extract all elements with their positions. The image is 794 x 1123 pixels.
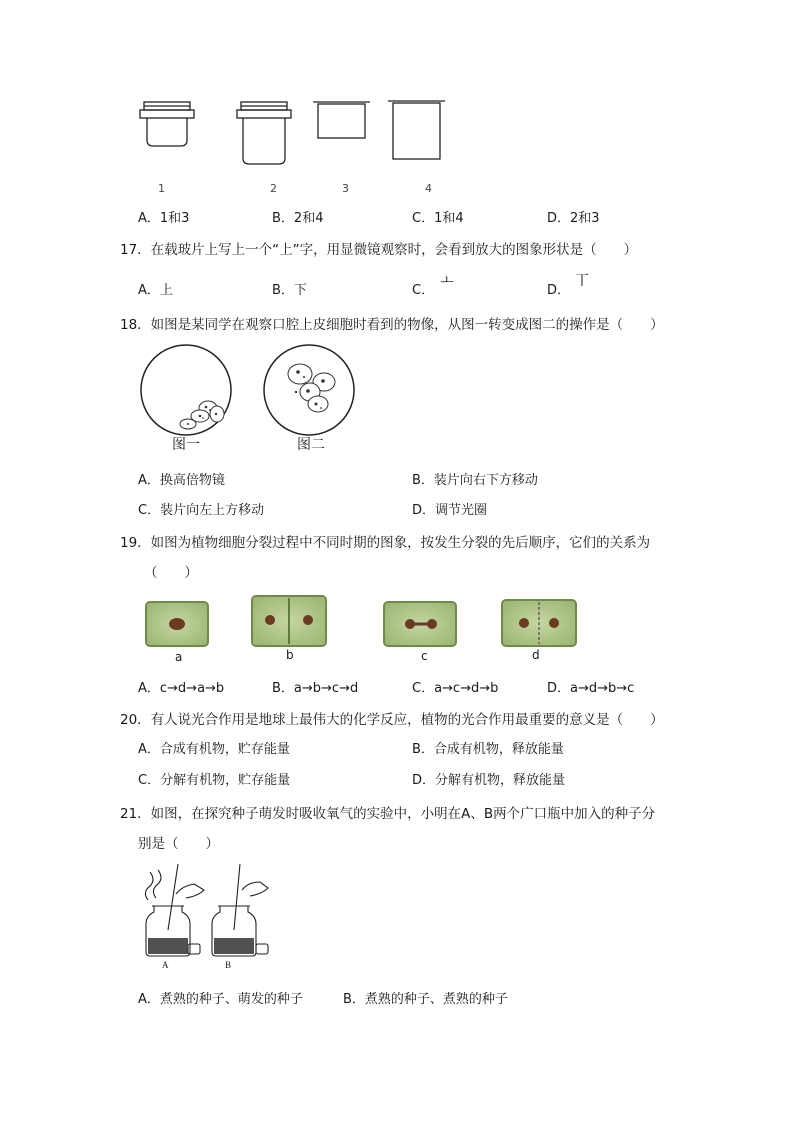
q17-option-b[interactable]: B．下 (272, 283, 307, 298)
q20-option-a[interactable]: A．合成有机物，贮存能量 (138, 742, 290, 757)
lens-1 (140, 102, 194, 146)
lens-label-4: 4 (425, 182, 432, 195)
cell-c (384, 602, 456, 646)
microscope-view-figure (138, 344, 368, 436)
cell-b (252, 596, 326, 646)
q16-option-b[interactable]: B．2和4 (272, 211, 324, 226)
objective-lens-figure (130, 96, 460, 196)
q16-option-d[interactable]: D．2和3 (547, 211, 600, 226)
view-two (264, 345, 354, 435)
q21-option-b[interactable]: B．煮熟的种子、煮熟的种子 (343, 992, 508, 1007)
q18-stem: 18．如图是某同学在观察口腔上皮细胞时看到的物像，从图一转变成图二的操作是（ ） (120, 317, 664, 333)
q19-option-d[interactable]: D．a→d→b→c (547, 681, 635, 696)
q19-option-a[interactable]: A．c→d→a→b (138, 681, 225, 696)
q20-stem: 20．有人说光合作用是地球上最伟大的化学反应，植物的光合作用最重要的意义是（ ） (120, 712, 664, 728)
figure-one-label: 图一 (172, 437, 200, 453)
lens-2 (237, 102, 291, 164)
cell-a (146, 602, 208, 646)
q16-option-a[interactable]: A．1和3 (138, 211, 190, 226)
q17-option-a[interactable]: A．上 (138, 283, 173, 298)
q19-stem-bracket: （ ） (144, 565, 198, 581)
q20-option-d[interactable]: D．分解有机物，释放能量 (412, 773, 566, 788)
cell-label-d: d (532, 648, 540, 662)
q19-option-c[interactable]: C．a→c→d→b (412, 681, 499, 696)
q18-option-d[interactable]: D．调节光圈 (412, 503, 488, 518)
q17-option-c-glyph: ㅗ (440, 273, 454, 289)
q18-option-b[interactable]: B．装片向右下方移动 (412, 473, 538, 488)
q17-option-c[interactable]: C． (412, 283, 435, 298)
cell-d (502, 600, 576, 646)
cell-label-b: b (286, 648, 294, 662)
q21-stem: 21．如图，在探究种子萌发时吸收氧气的实验中，小明在A、B两个广口瓶中加入的种子分 (120, 806, 656, 822)
cell-division-figure (140, 596, 580, 654)
q17-option-d[interactable]: D． (547, 283, 571, 298)
q21-stem-line2: 别是（ ） (138, 836, 219, 852)
q17-option-d-glyph: 丅 (575, 273, 589, 289)
q18-option-a[interactable]: A．换高倍物镜 (138, 473, 225, 488)
q19-option-b[interactable]: B．a→b→c→d (272, 681, 359, 696)
lens-4 (388, 101, 445, 159)
q16-option-c[interactable]: C．1和4 (412, 211, 464, 226)
cell-label-a: a (175, 650, 183, 664)
lens-label-2: 2 (270, 182, 277, 195)
figure-two-label: 图二 (297, 437, 325, 453)
jar-label-b: B (225, 960, 232, 970)
q17-stem: 17．在载玻片上写上一个“上”字，用显微镜观察时，会看到放大的图象形状是（ ） (120, 242, 638, 258)
seed-jar-figure (138, 860, 273, 960)
lens-label-1: 1 (158, 182, 165, 195)
q20-option-b[interactable]: B．合成有机物，释放能量 (412, 742, 564, 757)
lens-label-3: 3 (342, 182, 349, 195)
q18-option-c[interactable]: C．装片向左上方移动 (138, 503, 265, 518)
q19-stem: 19．如图为植物细胞分裂过程中不同时期的图象，按发生分裂的先后顺序，它们的关系为 (120, 535, 651, 551)
cell-label-c: c (421, 649, 428, 663)
view-one (141, 345, 231, 435)
jar-label-a: A (162, 960, 169, 970)
q20-option-c[interactable]: C．分解有机物，贮存能量 (138, 773, 291, 788)
lens-3 (313, 102, 370, 138)
q21-option-a[interactable]: A．煮熟的种子、萌发的种子 (138, 992, 303, 1007)
